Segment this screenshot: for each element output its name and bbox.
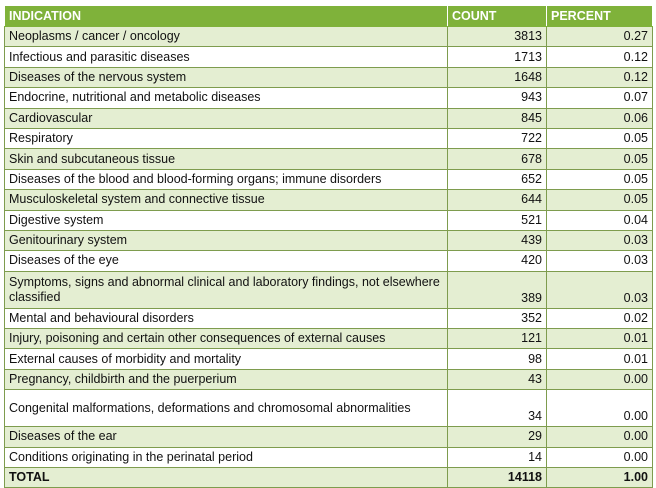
table-row: [5, 47, 653, 67]
indication-cell: Mental and behavioural disorders: [5, 308, 448, 328]
count-cell: 14: [448, 447, 547, 467]
indication-cell: Endocrine, nutritional and metabolic diseases: [5, 88, 448, 108]
percent-cell: 0.00: [547, 369, 653, 389]
header-row: [5, 6, 653, 27]
indication-cell: External causes of morbidity and mortality: [5, 349, 448, 369]
indication-cell: Symptoms, signs and abnormal clinical and laboratory findings, not elsewhere classified: [5, 271, 448, 308]
count-cell: 943: [448, 88, 547, 108]
table-row: [5, 128, 653, 148]
percent-cell: 0.03: [547, 271, 653, 308]
table-row: [5, 169, 653, 189]
indication-cell: Diseases of the nervous system: [5, 67, 448, 87]
table-row: [5, 88, 653, 108]
indication-cell: Pregnancy, childbirth and the puerperium: [5, 369, 448, 389]
table-row: [5, 67, 653, 87]
indication-cell: Neoplasms / cancer / oncology: [5, 27, 448, 47]
indication-cell: Diseases of the ear: [5, 427, 448, 447]
count-cell: 29: [448, 427, 547, 447]
percent-cell: 0.05: [547, 190, 653, 210]
percent-cell: 0.01: [547, 349, 653, 369]
count-cell: 121: [448, 329, 547, 349]
indication-cell: Digestive system: [5, 210, 448, 230]
table-row: [5, 308, 653, 328]
percent-cell: 0.00: [547, 427, 653, 447]
percent-cell: 0.03: [547, 230, 653, 250]
count-cell: 1713: [448, 47, 547, 67]
count-cell: 1648: [448, 67, 547, 87]
indication-cell: Diseases of the blood and blood-forming organs; immune disorders: [5, 169, 448, 189]
table-row: [5, 27, 653, 47]
indication-cell: Congenital malformations, deformations and chromosomal abnormalities: [5, 390, 448, 427]
count-cell: 722: [448, 128, 547, 148]
percent-cell: 0.12: [547, 67, 653, 87]
table-row: [5, 369, 653, 389]
table-row: [5, 149, 653, 169]
total-label: TOTAL: [5, 468, 448, 488]
table-row: [5, 349, 653, 369]
count-cell: 98: [448, 349, 547, 369]
count-cell: 389: [448, 271, 547, 308]
count-cell: 652: [448, 169, 547, 189]
percent-cell: 0.03: [547, 251, 653, 271]
percent-cell: 0.01: [547, 329, 653, 349]
table-row: [5, 447, 653, 467]
table-row: [5, 390, 653, 427]
percent-cell: 0.06: [547, 108, 653, 128]
indication-cell: Musculoskeletal system and connective tissue: [5, 190, 448, 210]
table-row: [5, 251, 653, 271]
count-cell: 845: [448, 108, 547, 128]
indication-cell: Genitourinary system: [5, 230, 448, 250]
percent-cell: 0.00: [547, 390, 653, 427]
header-indication: INDICATION: [5, 6, 448, 27]
percent-cell: 0.27: [547, 27, 653, 47]
percent-cell: 0.05: [547, 128, 653, 148]
table-row: [5, 271, 653, 308]
table-row: [5, 329, 653, 349]
count-cell: 34: [448, 390, 547, 427]
count-cell: 521: [448, 210, 547, 230]
percent-cell: 0.05: [547, 149, 653, 169]
count-cell: 678: [448, 149, 547, 169]
total-percent: 1.00: [547, 468, 653, 488]
indication-cell: Infectious and parasitic diseases: [5, 47, 448, 67]
header-count: COUNT: [448, 6, 547, 27]
header-percent: PERCENT: [547, 6, 653, 27]
indication-cell: Conditions originating in the perinatal period: [5, 447, 448, 467]
indication-cell: Diseases of the eye: [5, 251, 448, 271]
total-count: 14118: [448, 468, 547, 488]
indication-table: [4, 5, 653, 488]
count-cell: 43: [448, 369, 547, 389]
indication-cell: Respiratory: [5, 128, 448, 148]
count-cell: 3813: [448, 27, 547, 47]
indication-cell: Skin and subcutaneous tissue: [5, 149, 448, 169]
table-row: [5, 190, 653, 210]
percent-cell: 0.00: [547, 447, 653, 467]
table-row: [5, 210, 653, 230]
indication-cell: Cardiovascular: [5, 108, 448, 128]
indication-cell: Injury, poisoning and certain other consequences of external causes: [5, 329, 448, 349]
count-cell: 352: [448, 308, 547, 328]
count-cell: 644: [448, 190, 547, 210]
percent-cell: 0.04: [547, 210, 653, 230]
percent-cell: 0.12: [547, 47, 653, 67]
table-row: [5, 427, 653, 447]
table-row: [5, 108, 653, 128]
percent-cell: 0.07: [547, 88, 653, 108]
table-row: [5, 230, 653, 250]
count-cell: 439: [448, 230, 547, 250]
total-row: [5, 468, 653, 488]
count-cell: 420: [448, 251, 547, 271]
percent-cell: 0.05: [547, 169, 653, 189]
percent-cell: 0.02: [547, 308, 653, 328]
